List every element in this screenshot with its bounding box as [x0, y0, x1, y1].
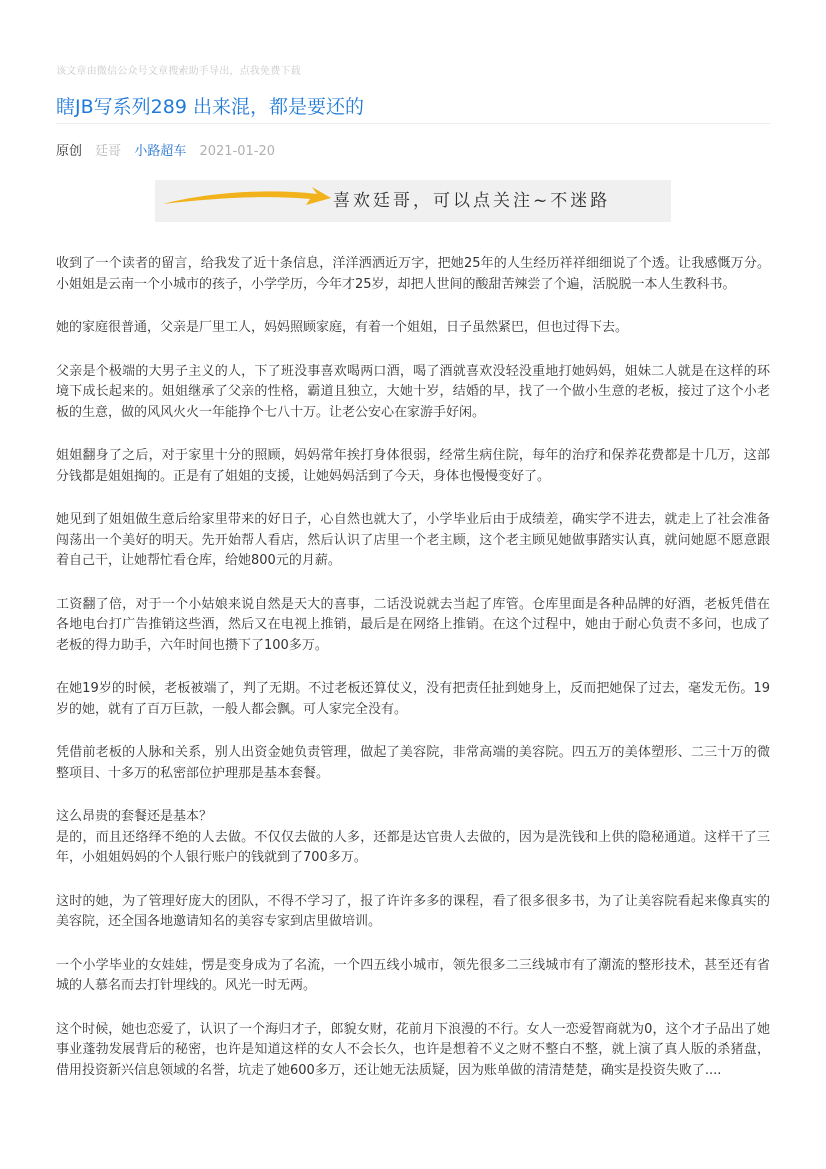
paragraph: 父亲是个极端的大男子主义的人，下了班没事喜欢喝两口酒，喝了酒就喜欢没轻没重地打她妈妈，姐妹二人就是在这样的环境下成长起来的。姐姐继承了父亲的性格，霸道且独立，大她十岁，结婚的早，找了一个做小生意的老板，接过了这个小老板的生意，做的风风火火一年能挣个七八十万。让老公安心在家游手好闲。 — [56, 363, 770, 420]
export-note-link[interactable]: 该文章由微信公众号文章搜索助手导出，点我免费下载 — [56, 66, 301, 77]
paragraph: 工资翻了倍，对于一个小姑娘来说自然是天大的喜事，二话没说就去当起了库管。仓库里面是各种品牌的好酒，老板凭借在各地电台打广告推销这些酒，然后又在电视上推销，最后是在网络上推销。在这个过程中，她由于耐心负责不多问，也成了老板的得力助手，六年时间也攒下了100多万。 — [56, 596, 770, 653]
banner-text: 喜欢廷哥，可以点关注~不迷路 — [333, 191, 611, 211]
paragraph: 收到了一个读者的留言，给我发了近十条信息，洋洋洒洒近万字，把她25年的人生经历祥祥细细说了个透。让我感慨万分。小姐姐是云南一个小城市的孩子，小学学历，今年才25岁，却把人世间的酸甜苦辣尝了个遍，活脱脱一本人生教科书。 — [56, 256, 770, 292]
follow-banner — [155, 180, 671, 222]
paragraph: 她的家庭很普通，父亲是厂里工人，妈妈照顾家庭，有着一个姐姐，日子虽然紧巴，但也过得下去。 — [56, 320, 629, 335]
original-label: 原创 — [56, 144, 83, 159]
title-divider — [56, 123, 770, 124]
paragraph: 姐姐翻身了之后，对于家里十分的照顾，妈妈常年挨打身体很弱，经常生病住院，每年的治疗和保养花费都是十几万，这部分钱都是姐姐掏的。正是有了姐姐的支援，让她妈妈活到了今天，身体也慢慢变好了。 — [56, 448, 770, 484]
paragraph: 凭借前老板的人脉和关系，别人出资金她负责管理，做起了美容院，非常高端的美容院。四五万的美体塑形、二三十万的微整项目、十多万的私密部位护理那是基本套餐。 — [56, 745, 770, 781]
paragraph: 这么昂贵的套餐还是基本？ 是的，而且还络绎不绝的人去做。不仅仅去做的人多，还都是达官贵人去做的，因为是洗钱和上供的隐秘通道。这样干了三年，小姐姐妈妈的个人银行账户的钱就到了700多万。 — [56, 809, 770, 865]
paragraph: 这个时候，她也恋爱了，认识了一个海归才子，郎貌女财，花前月下浪漫的不行。女人一恋爱智商就为0，这个才子品出了她事业蓬勃发展背后的秘密，也许是知道这样的女人不会长久，也许是想着不义之财不整白不整，就上演了真人版的杀猪盘，借用投资新兴信息领域的名誉，坑走了她600多万，还让她无法质疑，因为账单做的清清楚楚，确实是投资失败了.... — [56, 1021, 770, 1078]
article-title: 瞎JB写系列289 出来混，都是要还的 — [56, 96, 364, 118]
paragraph: 一个小学毕业的女娃娃，愣是变身成为了名流，一个四五线小城市，领先很多二三线城市有了潮流的整形技术，甚至还有省城的人慕名而去打针埋线的。风光一时无两。 — [56, 957, 770, 993]
paragraph: 她见到了姐姐做生意后给家里带来的好日子，心自然也就大了，小学毕业后由于成绩差，确实学不进去，就走上了社会准备闯荡出一个美好的明天。先开始帮人看店，然后认识了店里一个老主顾，这个老主顾见她做事踏实认真，就问她愿不愿意跟着自己干，让她帮忙看仓库，给她800元的月薪。 — [56, 512, 770, 568]
paragraph: 这时的她，为了管理好庞大的团队，不得不学习了，报了许许多多的课程，看了很多很多书，为了让美容院看起来像真实的美容院，还全国各地邀请知名的美容专家到店里做培训。 — [56, 893, 770, 929]
article-meta — [56, 140, 284, 159]
article-body — [56, 254, 770, 1104]
paragraph: 在她19岁的时候，老板被端了，判了无期。不过老板还算仗义，没有把责任扯到她身上，反而把她保了过去，毫发无伤。19岁的她，就有了百万巨款，一般人都会飘。可人家完全没有。 — [56, 681, 770, 717]
account-link[interactable]: 小路超车 — [134, 144, 187, 159]
publish-date: 2021-01-20 — [199, 144, 276, 159]
author-name: 廷哥 — [95, 144, 122, 159]
